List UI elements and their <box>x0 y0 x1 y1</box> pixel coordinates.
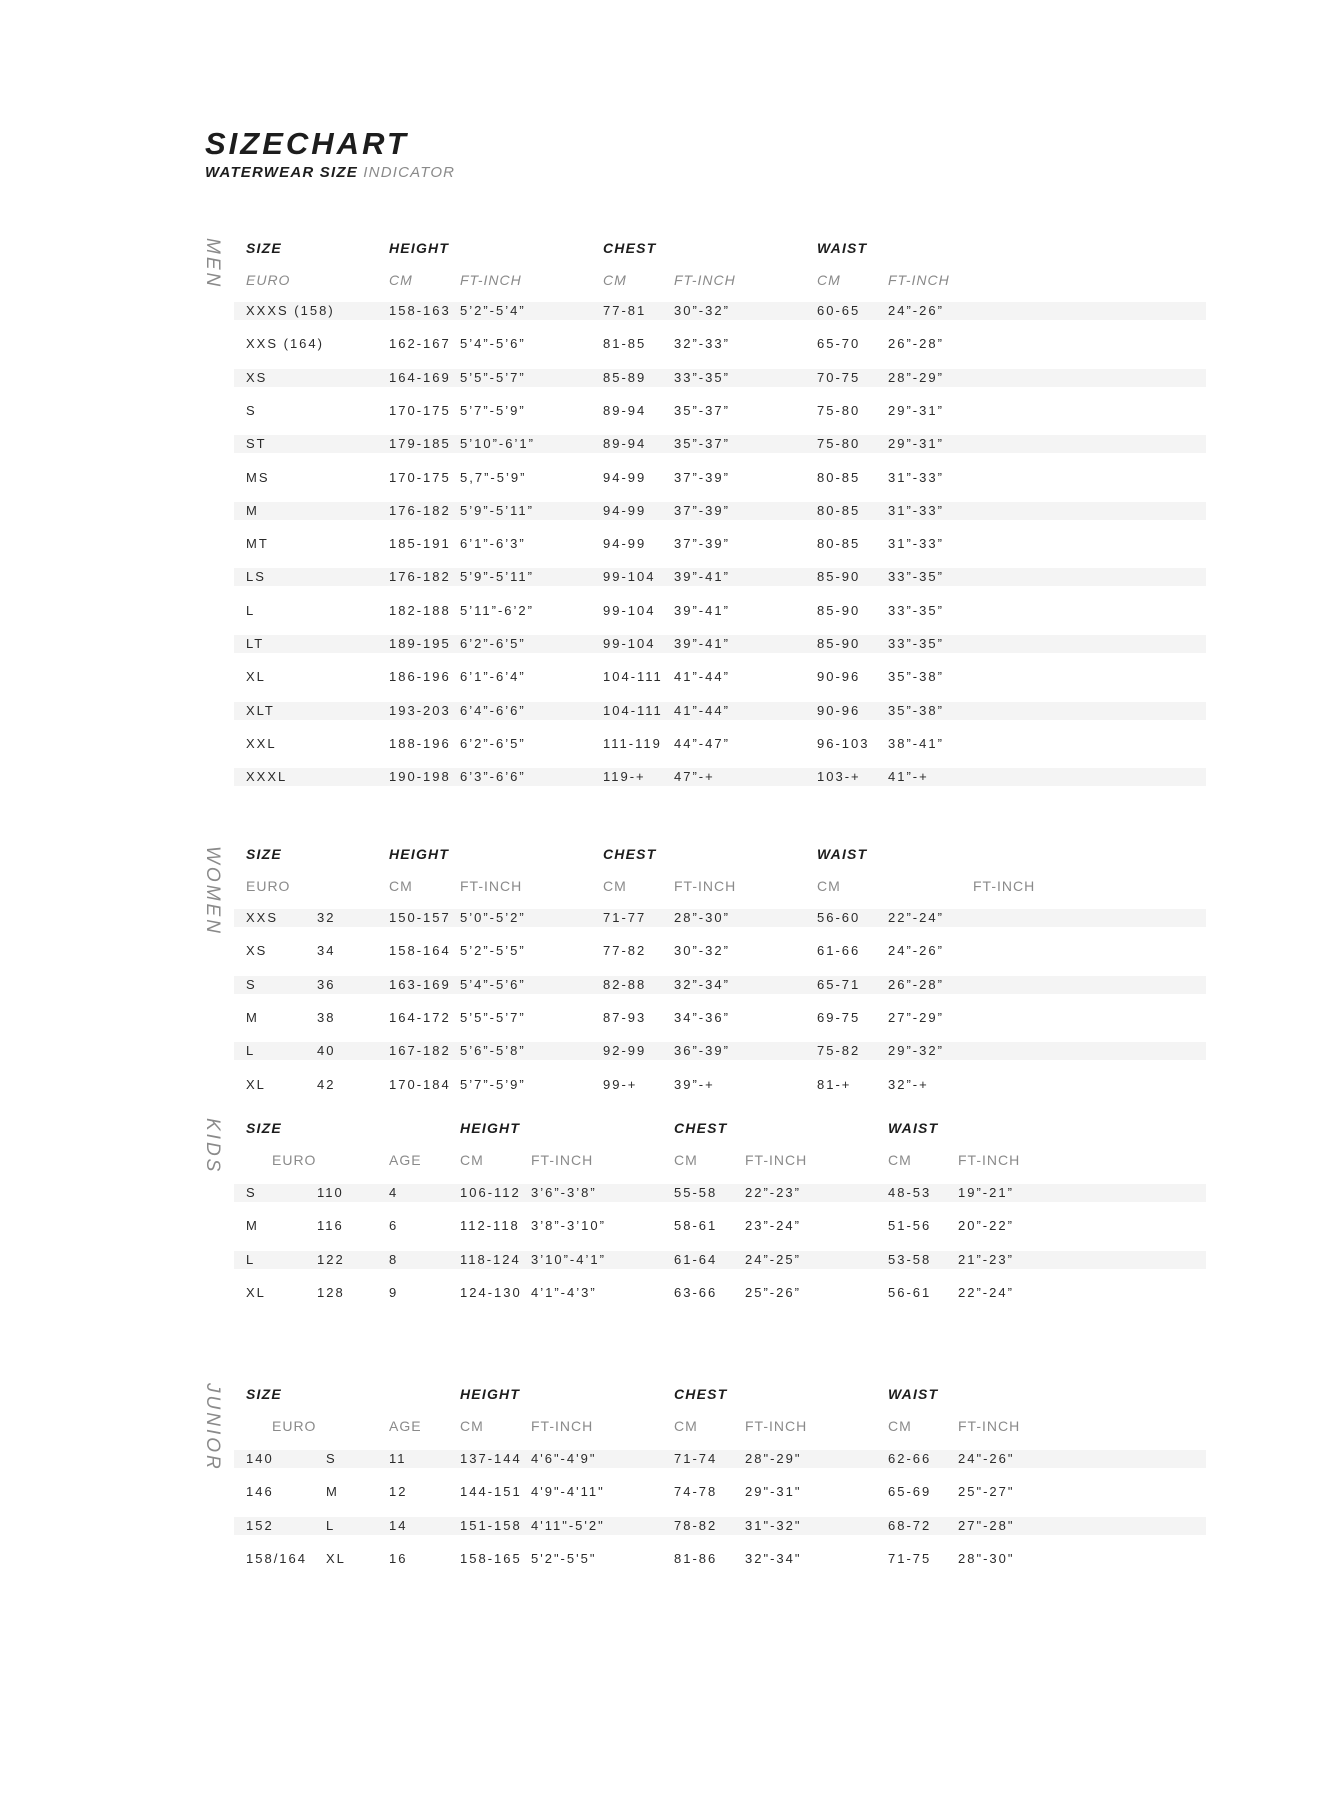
table-cell: 158-163 <box>389 303 451 318</box>
table-cell: 47”-+ <box>674 769 715 785</box>
section-label-junior: JUNIOR <box>202 1383 223 1472</box>
unit-header-cm: CM <box>603 272 627 288</box>
table-cell: 152 <box>246 1517 274 1533</box>
table-cell: 23”-24” <box>745 1218 801 1234</box>
section-label-kids: KIDS <box>202 1118 223 1175</box>
row-band <box>234 1450 1206 1468</box>
section-label-men: MEN <box>202 238 223 290</box>
table-cell: 176-182 <box>389 502 451 518</box>
table-cell: 24”-26” <box>888 943 944 959</box>
table-cell: 69-75 <box>817 1009 861 1025</box>
table-cell: 4'9"-4'11" <box>531 1484 605 1500</box>
table-cell: 122 <box>317 1251 345 1267</box>
table-cell: S <box>326 1451 337 1466</box>
unit-header-ft-inch: FT-INCH <box>531 1418 594 1434</box>
table-cell: XL <box>326 1550 346 1566</box>
table-cell: M <box>326 1484 339 1500</box>
table-cell: 31”-33” <box>888 536 944 552</box>
table-cell: 5’9”-5’11” <box>460 502 534 518</box>
table-cell: 5’4”-5’6” <box>460 336 526 352</box>
table-cell: 137-144 <box>460 1451 522 1466</box>
table-cell: 5,7”-5’9” <box>460 469 527 485</box>
table-cell: 65-71 <box>817 976 861 992</box>
table-cell: S <box>246 402 257 418</box>
table-cell: 37”-39” <box>674 536 730 552</box>
table-cell: 89-94 <box>603 402 647 418</box>
table-cell: 164-172 <box>389 1009 451 1025</box>
table-cell: 32”-33” <box>674 336 730 352</box>
table-cell: 104-111 <box>603 702 663 718</box>
table-cell: 170-184 <box>389 1076 451 1092</box>
table-cell: 3’10”-4’1” <box>531 1251 606 1267</box>
table-cell: 28”-30” <box>674 910 730 925</box>
table-cell: 25”-26” <box>745 1284 801 1300</box>
unit-header-cm: CM <box>460 1152 484 1168</box>
unit-header-euro: EURO <box>246 272 291 288</box>
table-cell: S <box>246 1185 257 1200</box>
table-cell: 179-185 <box>389 436 451 452</box>
table-cell: 31”-33” <box>888 469 944 485</box>
table-cell: 4'11"-5'2" <box>531 1517 605 1533</box>
table-cell: 94-99 <box>603 469 647 485</box>
table-cell: 170-175 <box>389 469 451 485</box>
table-cell: 124-130 <box>460 1284 522 1300</box>
table-cell: 146 <box>246 1484 274 1500</box>
table-cell: LS <box>246 569 266 585</box>
table-cell: 189-195 <box>389 636 451 651</box>
table-cell: 39”-41” <box>674 602 730 618</box>
table-cell: 58-61 <box>674 1218 718 1234</box>
table-cell: 6’1”-6’4” <box>460 669 526 685</box>
table-cell: 65-70 <box>817 336 861 352</box>
table-cell: 71-75 <box>888 1550 932 1566</box>
table-cell: 56-61 <box>888 1284 932 1300</box>
table-cell: 75-82 <box>817 1043 861 1059</box>
table-cell: 68-72 <box>888 1517 932 1533</box>
unit-header-ft-inch: FT-INCH <box>973 878 1036 894</box>
unit-header-cm: CM <box>817 272 841 288</box>
table-cell: MT <box>246 536 269 552</box>
table-cell: 163-169 <box>389 976 451 992</box>
column-header-chest: CHEST <box>603 240 657 256</box>
table-cell: 3’6”-3’8” <box>531 1185 597 1200</box>
row-band <box>234 1517 1206 1535</box>
table-cell: 9 <box>389 1284 399 1300</box>
table-cell: 29"-31" <box>745 1484 802 1500</box>
unit-header-cm: CM <box>389 878 413 894</box>
table-cell: 36 <box>317 976 336 992</box>
table-cell: 118-124 <box>460 1251 521 1267</box>
table-cell: 71-77 <box>603 910 647 925</box>
table-cell: 19”-21” <box>958 1185 1014 1200</box>
table-cell: 35”-38” <box>888 669 944 685</box>
unit-header-cm: CM <box>603 878 627 894</box>
table-cell: XLT <box>246 702 275 718</box>
table-cell: 36”-39” <box>674 1043 730 1059</box>
table-cell: 99-104 <box>603 569 656 585</box>
table-cell: 75-80 <box>817 436 861 452</box>
table-cell: 70-75 <box>817 369 861 385</box>
table-cell: 5’2”-5’5” <box>460 943 526 959</box>
table-cell: 158/164 <box>246 1550 307 1566</box>
table-cell: 32”-34” <box>674 976 730 992</box>
table-cell: XL <box>246 669 266 685</box>
table-cell: 25"-27" <box>958 1484 1015 1500</box>
table-cell: 94-99 <box>603 502 647 518</box>
table-cell: 35”-37” <box>674 436 730 452</box>
unit-header-ft-inch: FT-INCH <box>745 1418 808 1434</box>
table-cell: 8 <box>389 1251 399 1267</box>
column-header-size: SIZE <box>246 240 282 256</box>
table-cell: 35”-37” <box>674 402 730 418</box>
table-cell: 35”-38” <box>888 702 944 718</box>
table-cell: XXS <box>246 910 279 925</box>
table-cell: 5’5”-5’7” <box>460 1009 526 1025</box>
table-cell: 5’2”-5’4” <box>460 303 526 318</box>
table-cell: 6’1”-6’3” <box>460 536 526 552</box>
table-cell: 6’2”-6’5” <box>460 735 526 751</box>
table-cell: 150-157 <box>389 910 451 925</box>
table-cell: 61-66 <box>817 943 861 959</box>
column-header-waist: WAIST <box>817 240 868 256</box>
unit-header-ft-inch: FT-INCH <box>674 272 736 288</box>
table-cell: 33”-35” <box>888 636 944 651</box>
table-cell: 53-58 <box>888 1251 932 1267</box>
table-cell: 140 <box>246 1451 274 1466</box>
table-cell: XS <box>246 943 268 959</box>
unit-header-euro: EURO <box>272 1152 317 1168</box>
table-cell: 65-69 <box>888 1484 932 1500</box>
table-cell: 74-78 <box>674 1484 718 1500</box>
column-header-size: SIZE <box>246 1386 282 1402</box>
table-cell: 104-111 <box>603 669 663 685</box>
table-cell: 94-99 <box>603 536 647 552</box>
column-header-height: HEIGHT <box>460 1120 521 1136</box>
row-band <box>234 1184 1206 1202</box>
column-header-height: HEIGHT <box>389 240 450 256</box>
table-cell: 37”-39” <box>674 469 730 485</box>
table-cell: 185-191 <box>389 536 451 552</box>
unit-header-cm: CM <box>674 1152 698 1168</box>
table-cell: 80-85 <box>817 502 861 518</box>
table-cell: L <box>246 1043 256 1059</box>
table-cell: 29”-32” <box>888 1043 944 1059</box>
table-cell: 81-85 <box>603 336 647 352</box>
table-cell: 32”-+ <box>888 1076 929 1092</box>
table-cell: 87-93 <box>603 1009 647 1025</box>
table-cell: M <box>246 1218 259 1234</box>
table-cell: 14 <box>389 1517 408 1533</box>
unit-header-ft-inch: FT-INCH <box>674 878 737 894</box>
table-cell: 167-182 <box>389 1043 451 1059</box>
unit-header-ft-inch: FT-INCH <box>958 1418 1021 1434</box>
table-cell: S <box>246 976 257 992</box>
table-cell: 128 <box>317 1284 345 1300</box>
table-cell: M <box>246 502 259 518</box>
table-cell: 111-119 <box>603 735 662 751</box>
table-cell: 176-182 <box>389 569 451 585</box>
column-header-height: HEIGHT <box>389 846 450 862</box>
table-cell: 22”-24” <box>958 1284 1014 1300</box>
table-cell: 5’7”-5’9” <box>460 1076 526 1092</box>
table-cell: 89-94 <box>603 436 647 452</box>
table-cell: 26”-28” <box>888 976 944 992</box>
table-cell: 38 <box>317 1009 336 1025</box>
table-cell: MS <box>246 469 270 485</box>
table-cell: 27”-29” <box>888 1009 944 1025</box>
table-cell: 32"-34" <box>745 1550 802 1566</box>
table-cell: 77-81 <box>603 303 647 318</box>
table-cell: 60-65 <box>817 303 861 318</box>
table-cell: 39”-+ <box>674 1076 715 1092</box>
table-cell: 6’3”-6’6” <box>460 769 526 785</box>
table-cell: 27"-28" <box>958 1517 1015 1533</box>
table-cell: 61-64 <box>674 1251 718 1267</box>
unit-header-ft-inch: FT-INCH <box>888 272 950 288</box>
table-cell: 62-66 <box>888 1451 932 1466</box>
table-cell: 90-96 <box>817 702 861 718</box>
table-cell: 30”-32” <box>674 943 730 959</box>
table-cell: 162-167 <box>389 336 451 352</box>
table-cell: 24”-26” <box>888 303 944 318</box>
table-cell: 63-66 <box>674 1284 718 1300</box>
table-cell: 21”-23” <box>958 1251 1014 1267</box>
table-cell: 92-99 <box>603 1043 647 1059</box>
table-cell: 31"-32" <box>745 1517 802 1533</box>
table-cell: 71-74 <box>674 1451 718 1466</box>
subtitle-light: INDICATOR <box>363 164 456 181</box>
unit-header-ft-inch: FT-INCH <box>745 1152 808 1168</box>
table-cell: 6’4”-6’6” <box>460 702 526 718</box>
table-cell: 90-96 <box>817 669 861 685</box>
table-cell: 5’7”-5’9” <box>460 402 526 418</box>
table-cell: 112-118 <box>460 1218 520 1234</box>
section-label-women: WOMEN <box>202 846 223 936</box>
table-cell: 39”-41” <box>674 636 730 651</box>
table-cell: 193-203 <box>389 702 451 718</box>
table-cell: L <box>246 1251 256 1267</box>
table-cell: 12 <box>389 1484 408 1500</box>
table-cell: 31”-33” <box>888 502 944 518</box>
unit-header-age: AGE <box>389 1152 422 1168</box>
table-cell: 5’0”-5’2” <box>460 910 526 925</box>
table-cell: 34 <box>317 943 336 959</box>
table-cell: 80-85 <box>817 536 861 552</box>
table-cell: XXL <box>246 735 277 751</box>
table-cell: 99-+ <box>603 1076 638 1092</box>
table-cell: 5’4”-5’6” <box>460 976 526 992</box>
table-cell: 33”-35” <box>888 569 944 585</box>
column-header-height: HEIGHT <box>460 1386 521 1402</box>
unit-header-cm: CM <box>888 1152 912 1168</box>
table-cell: XL <box>246 1076 266 1092</box>
table-cell: 41”-44” <box>674 669 730 685</box>
unit-header-euro: EURO <box>272 1418 317 1434</box>
table-cell: 164-169 <box>389 369 451 385</box>
table-cell: XXS (164) <box>246 336 324 352</box>
column-header-waist: WAIST <box>888 1120 939 1136</box>
table-cell: 5’11”-6’2” <box>460 602 534 618</box>
table-cell: 151-158 <box>460 1517 522 1533</box>
table-cell: 33”-35” <box>674 369 730 385</box>
table-cell: 77-82 <box>603 943 647 959</box>
table-cell: 80-85 <box>817 469 861 485</box>
table-cell: 182-188 <box>389 602 451 618</box>
table-cell: 4 <box>389 1185 399 1200</box>
table-cell: XL <box>246 1284 266 1300</box>
page-title: SIZECHART <box>205 126 409 161</box>
table-cell: 170-175 <box>389 402 451 418</box>
table-cell: XS <box>246 369 268 385</box>
table-cell: 110 <box>317 1185 344 1200</box>
table-cell: M <box>246 1009 259 1025</box>
column-header-size: SIZE <box>246 846 282 862</box>
table-cell: 32 <box>317 910 336 925</box>
unit-header-ft-inch: FT-INCH <box>460 878 523 894</box>
row-band <box>234 1251 1206 1269</box>
table-cell: 56-60 <box>817 910 861 925</box>
table-cell: 82-88 <box>603 976 647 992</box>
table-cell: 81-+ <box>817 1076 852 1092</box>
table-cell: 40 <box>317 1043 336 1059</box>
table-cell: 85-89 <box>603 369 647 385</box>
table-cell: 81-86 <box>674 1550 718 1566</box>
table-cell: 30”-32” <box>674 303 730 318</box>
table-cell: 55-58 <box>674 1185 718 1200</box>
column-header-chest: CHEST <box>674 1120 728 1136</box>
table-cell: 99-104 <box>603 602 656 618</box>
table-cell: 4’1”-4’3” <box>531 1284 597 1300</box>
unit-header-cm: CM <box>817 878 841 894</box>
table-cell: 39”-41” <box>674 569 730 585</box>
unit-header-cm: CM <box>674 1418 698 1434</box>
table-cell: 6’2”-6’5” <box>460 636 526 651</box>
table-cell: 85-90 <box>817 602 861 618</box>
table-cell: 3’8”-3’10” <box>531 1218 606 1234</box>
table-cell: 20”-22” <box>958 1218 1014 1234</box>
table-cell: 44”-47” <box>674 735 730 751</box>
table-cell: 41”-+ <box>888 769 929 785</box>
unit-header-cm: CM <box>460 1418 484 1434</box>
table-cell: 5’5”-5’7” <box>460 369 526 385</box>
unit-header-cm: CM <box>888 1418 912 1434</box>
column-header-chest: CHEST <box>674 1386 728 1402</box>
column-header-waist: WAIST <box>817 846 868 862</box>
page-subtitle <box>205 164 455 182</box>
table-cell: XXXS (158) <box>246 303 335 318</box>
table-cell: 99-104 <box>603 636 656 651</box>
table-cell: 5’9”-5’11” <box>460 569 534 585</box>
table-cell: 190-198 <box>389 769 451 785</box>
table-cell: 5'2"-5'5" <box>531 1550 597 1566</box>
table-cell: 144-151 <box>460 1484 522 1500</box>
column-header-size: SIZE <box>246 1120 282 1136</box>
table-cell: 34”-36” <box>674 1009 730 1025</box>
table-cell: 26”-28” <box>888 336 944 352</box>
table-cell: 11 <box>389 1451 407 1466</box>
unit-header-cm: CM <box>389 272 413 288</box>
table-cell: 24”-25” <box>745 1251 801 1267</box>
table-cell: 28"-29" <box>745 1451 802 1466</box>
table-cell: L <box>326 1517 336 1533</box>
table-cell: XXXL <box>246 769 288 785</box>
table-cell: 37”-39” <box>674 502 730 518</box>
table-cell: 42 <box>317 1076 336 1092</box>
table-cell: 5’10”-6’1” <box>460 436 535 452</box>
table-cell: 116 <box>317 1218 344 1234</box>
table-cell: 85-90 <box>817 569 861 585</box>
table-cell: 158-165 <box>460 1550 522 1566</box>
table-cell: 28"-30" <box>958 1550 1015 1566</box>
table-cell: 33”-35” <box>888 602 944 618</box>
table-cell: L <box>246 602 256 618</box>
table-cell: 78-82 <box>674 1517 718 1533</box>
table-cell: 22”-23” <box>745 1185 801 1200</box>
table-cell: 16 <box>389 1550 408 1566</box>
table-cell: 106-112 <box>460 1185 521 1200</box>
table-cell: 4'6"-4'9" <box>531 1451 597 1466</box>
table-cell: 29”-31” <box>888 402 944 418</box>
unit-header-ft-inch: FT-INCH <box>460 272 522 288</box>
table-cell: 103-+ <box>817 769 861 785</box>
table-cell: 29”-31” <box>888 436 944 452</box>
table-cell: 48-53 <box>888 1185 932 1200</box>
table-cell: 51-56 <box>888 1218 932 1234</box>
unit-header-age: AGE <box>389 1418 422 1434</box>
unit-header-euro: EURO <box>246 878 291 894</box>
table-cell: LT <box>246 636 265 651</box>
row-band <box>234 768 1206 786</box>
table-cell: 41”-44” <box>674 702 730 718</box>
table-cell: 75-80 <box>817 402 861 418</box>
table-cell: 188-196 <box>389 735 451 751</box>
table-cell: ST <box>246 436 267 452</box>
table-cell: 22”-24” <box>888 910 944 925</box>
subtitle-bold: WATERWEAR SIZE <box>205 164 358 181</box>
table-cell: 38”-41” <box>888 735 944 751</box>
table-cell: 85-90 <box>817 636 861 651</box>
table-cell: 186-196 <box>389 669 451 685</box>
column-header-waist: WAIST <box>888 1386 939 1402</box>
column-header-chest: CHEST <box>603 846 657 862</box>
table-cell: 24"-26" <box>958 1451 1015 1466</box>
table-cell: 158-164 <box>389 943 451 959</box>
unit-header-ft-inch: FT-INCH <box>958 1152 1021 1168</box>
table-cell: 5’6”-5’8” <box>460 1043 526 1059</box>
table-cell: 119-+ <box>603 769 646 785</box>
table-cell: 96-103 <box>817 735 870 751</box>
unit-header-ft-inch: FT-INCH <box>531 1152 594 1168</box>
table-cell: 28”-29” <box>888 369 944 385</box>
table-cell: 6 <box>389 1218 399 1234</box>
